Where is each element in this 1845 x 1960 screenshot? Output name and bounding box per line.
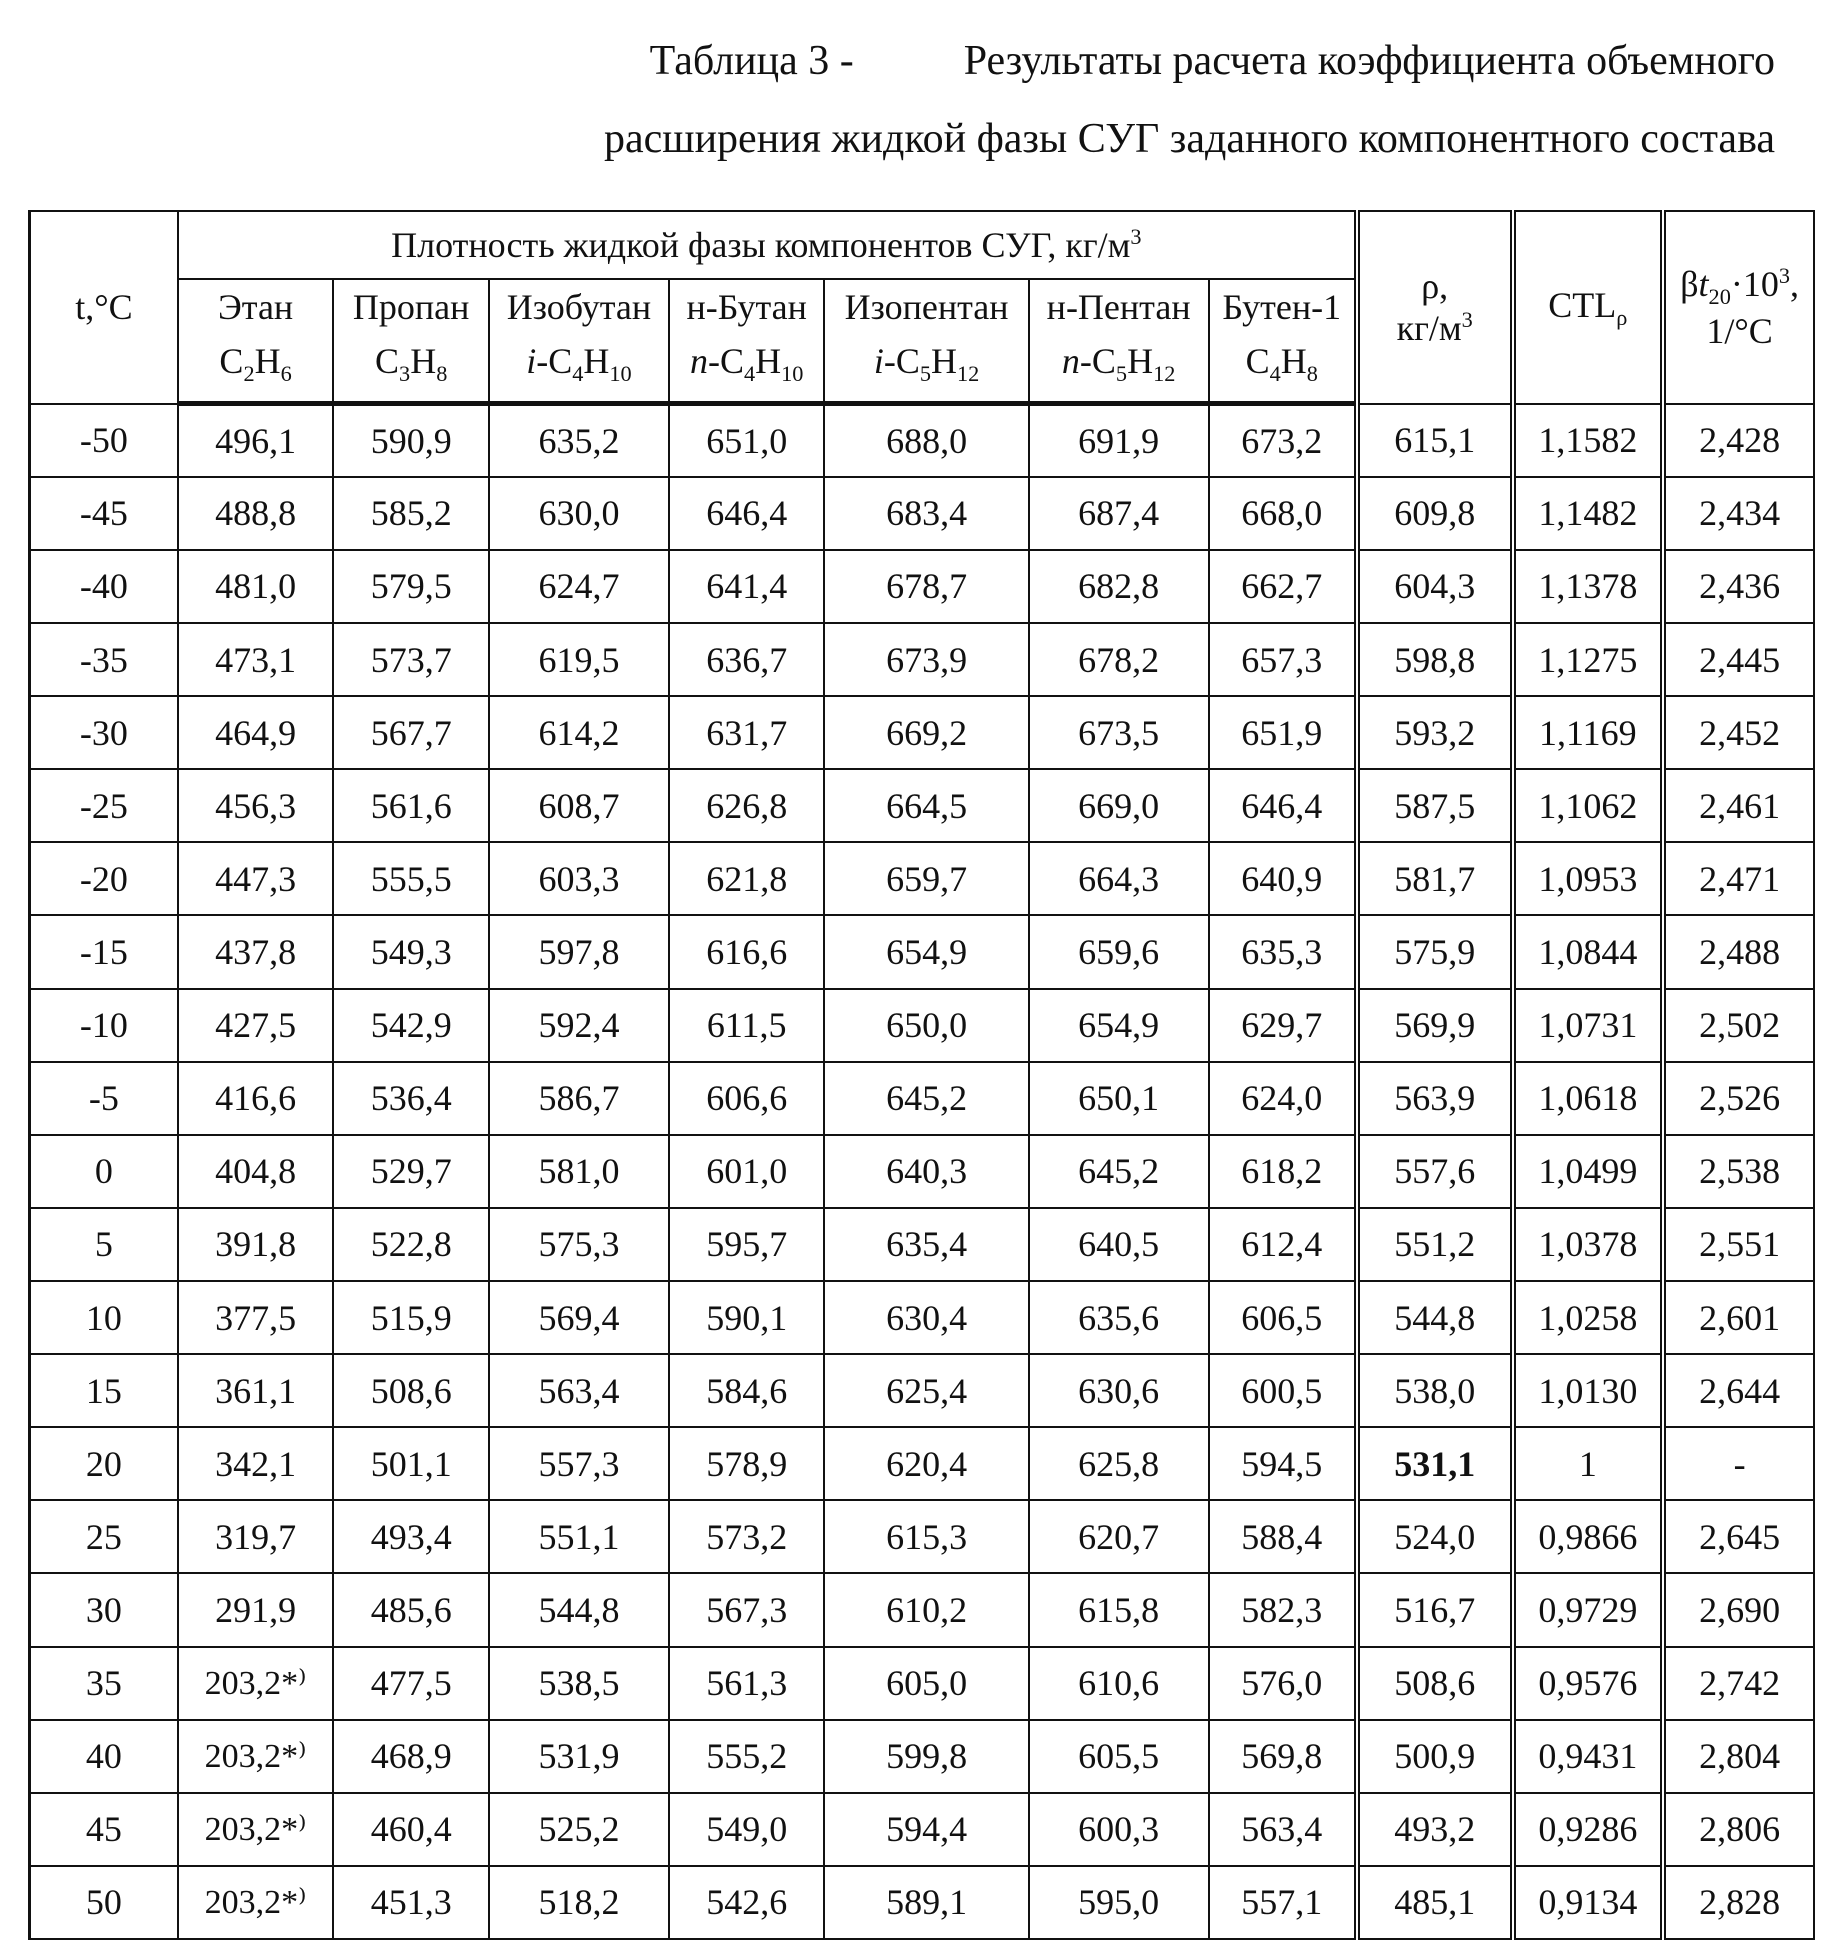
table-cell: 605,5: [1029, 1720, 1209, 1793]
table-cell: 616,6: [669, 915, 825, 988]
table-cell: 203,2*⁾: [178, 1720, 334, 1793]
table-cell: 581,7: [1357, 842, 1513, 915]
table-row: [30, 1793, 1815, 1866]
table-cell: 599,8: [824, 1720, 1028, 1793]
component-name: н-Пентан: [1046, 287, 1191, 327]
component-formula: $n-C_4H_{10}$: [689, 341, 804, 387]
caption-label: Таблица 3 -: [649, 38, 854, 84]
cell-temperature: 15: [30, 1354, 178, 1427]
table-cell: 611,5: [669, 989, 825, 1062]
table-cell: 657,3: [1209, 623, 1357, 696]
table-row: [30, 1720, 1815, 1793]
table-cell: 1,1582: [1513, 404, 1664, 477]
table-cell: 2,538: [1663, 1135, 1814, 1208]
table-cell: 640,9: [1209, 842, 1357, 915]
header-t: t,°C: [30, 211, 178, 404]
table-cell: 518,2: [489, 1866, 669, 1939]
header-component: [1029, 279, 1209, 404]
table-cell: -: [1663, 1427, 1814, 1500]
table-cell: 501,1: [333, 1427, 489, 1500]
table-cell: 342,1: [178, 1427, 334, 1500]
table-cell: 640,5: [1029, 1208, 1209, 1281]
table-cell: 203,2*⁾: [178, 1866, 334, 1939]
table-cell: 646,4: [669, 477, 825, 550]
header-rho: ρ, $кг/м^3$: [1357, 211, 1513, 404]
table-cell: 587,5: [1357, 769, 1513, 842]
header-component: [669, 279, 825, 404]
cell-temperature: -40: [30, 550, 178, 623]
component-formula: $C_4H_8$: [1245, 341, 1318, 387]
table-cell: 673,9: [824, 623, 1028, 696]
table-row: [30, 989, 1815, 1062]
table-cell: 0,9729: [1513, 1573, 1664, 1646]
table-cell: 635,3: [1209, 915, 1357, 988]
results-table: [28, 210, 1815, 1940]
table-cell: 651,0: [669, 404, 825, 477]
table-cell: 544,8: [1357, 1281, 1513, 1354]
table-cell: 464,9: [178, 696, 334, 769]
cell-temperature: -25: [30, 769, 178, 842]
table-cell: 625,8: [1029, 1427, 1209, 1500]
table-row: [30, 1354, 1815, 1427]
table-cell: 496,1: [178, 404, 334, 477]
table-cell: 650,1: [1029, 1062, 1209, 1135]
table-cell: 2,601: [1663, 1281, 1814, 1354]
table-cell: 567,7: [333, 696, 489, 769]
table-cell: 549,3: [333, 915, 489, 988]
table-row: [30, 550, 1815, 623]
table-cell: 629,7: [1209, 989, 1357, 1062]
table-cell: 203,2*⁾: [178, 1793, 334, 1866]
table-body: [30, 404, 1815, 1939]
table-cell: 500,9: [1357, 1720, 1513, 1793]
table-cell: 451,3: [333, 1866, 489, 1939]
table-cell: 614,2: [489, 696, 669, 769]
table-cell: 593,2: [1357, 696, 1513, 769]
table-cell: 536,4: [333, 1062, 489, 1135]
table-cell: 575,3: [489, 1208, 669, 1281]
cell-temperature: 25: [30, 1500, 178, 1573]
component-name: н-Бутан: [686, 287, 807, 327]
table-cell: 659,6: [1029, 915, 1209, 988]
table-cell: 555,2: [669, 1720, 825, 1793]
component-formula: $C_3H_8$: [375, 341, 448, 387]
table-cell: 636,7: [669, 623, 825, 696]
table-cell: 673,2: [1209, 404, 1357, 477]
cell-temperature: 10: [30, 1281, 178, 1354]
table-cell: 569,8: [1209, 1720, 1357, 1793]
table-cell: 604,3: [1357, 550, 1513, 623]
table-row: [30, 1135, 1815, 1208]
table-cell: 678,2: [1029, 623, 1209, 696]
table-cell: 2,804: [1663, 1720, 1814, 1793]
table-caption: [0, 22, 1775, 178]
table-cell: 542,9: [333, 989, 489, 1062]
table-cell: 654,9: [1029, 989, 1209, 1062]
table-cell: 600,5: [1209, 1354, 1357, 1427]
table-cell: 590,9: [333, 404, 489, 477]
table-cell: 0,9576: [1513, 1647, 1664, 1720]
table-cell: 601,0: [669, 1135, 825, 1208]
table-cell: 0,9134: [1513, 1866, 1664, 1939]
table-cell: 595,0: [1029, 1866, 1209, 1939]
table-cell: 1,0378: [1513, 1208, 1664, 1281]
table-cell: 620,4: [824, 1427, 1028, 1500]
table-cell: 584,6: [669, 1354, 825, 1427]
table-cell: 609,8: [1357, 477, 1513, 550]
table-row: [30, 1208, 1815, 1281]
table-cell: 598,8: [1357, 623, 1513, 696]
table-cell: 2,806: [1663, 1793, 1814, 1866]
cell-temperature: 35: [30, 1647, 178, 1720]
table-cell: 687,4: [1029, 477, 1209, 550]
table-cell: 630,0: [489, 477, 669, 550]
table-cell: 1,0130: [1513, 1354, 1664, 1427]
cell-temperature: -30: [30, 696, 178, 769]
header-density-group: Плотность жидкой фазы компонентов СУГ, $кг/м^3$: [178, 211, 1357, 279]
table-cell: 1,1062: [1513, 769, 1664, 842]
table-cell: 485,6: [333, 1573, 489, 1646]
table-cell: 594,5: [1209, 1427, 1357, 1500]
table-row: [30, 1062, 1815, 1135]
table-row: [30, 1281, 1815, 1354]
table-cell: 669,2: [824, 696, 1028, 769]
cell-temperature: -5: [30, 1062, 178, 1135]
table-cell: 508,6: [1357, 1647, 1513, 1720]
table-cell: 624,0: [1209, 1062, 1357, 1135]
table-cell: 618,2: [1209, 1135, 1357, 1208]
table-cell: 635,6: [1029, 1281, 1209, 1354]
table-cell: 1,0953: [1513, 842, 1664, 915]
cell-temperature: 30: [30, 1573, 178, 1646]
cell-temperature: 0: [30, 1135, 178, 1208]
cell-temperature: -50: [30, 404, 178, 477]
table-cell: 2,428: [1663, 404, 1814, 477]
table-cell: 585,2: [333, 477, 489, 550]
table-cell: 645,2: [1029, 1135, 1209, 1208]
table-cell: 610,6: [1029, 1647, 1209, 1720]
table-cell: 531,9: [489, 1720, 669, 1793]
table-row: [30, 842, 1815, 915]
table-cell: 682,8: [1029, 550, 1209, 623]
table-cell: 579,5: [333, 550, 489, 623]
table-cell: 612,4: [1209, 1208, 1357, 1281]
table-cell: 586,7: [489, 1062, 669, 1135]
table-cell: 582,3: [1209, 1573, 1357, 1646]
table-cell: 615,3: [824, 1500, 1028, 1573]
table-cell: 551,2: [1357, 1208, 1513, 1281]
table-cell: 404,8: [178, 1135, 334, 1208]
table-cell: 416,6: [178, 1062, 334, 1135]
table-cell: 569,4: [489, 1281, 669, 1354]
cell-temperature: 20: [30, 1427, 178, 1500]
table-cell: 594,4: [824, 1793, 1028, 1866]
table-cell: 1,1378: [1513, 550, 1664, 623]
table-cell: 620,7: [1029, 1500, 1209, 1573]
table-cell: 606,5: [1209, 1281, 1357, 1354]
table-cell: 1,0844: [1513, 915, 1664, 988]
table-cell: 590,1: [669, 1281, 825, 1354]
table-cell: 581,0: [489, 1135, 669, 1208]
header-component: [333, 279, 489, 404]
component-name: Изобутан: [506, 287, 652, 327]
table-cell: 645,2: [824, 1062, 1028, 1135]
table-cell: 576,0: [1209, 1647, 1357, 1720]
table-cell: 630,6: [1029, 1354, 1209, 1427]
table-cell: 377,5: [178, 1281, 334, 1354]
table-cell: 592,4: [489, 989, 669, 1062]
component-name: Этан: [218, 287, 294, 327]
table-cell: 2,471: [1663, 842, 1814, 915]
table-cell: 573,2: [669, 1500, 825, 1573]
table-cell: 605,0: [824, 1647, 1028, 1720]
table-cell: 525,2: [489, 1793, 669, 1866]
table-cell: 691,9: [1029, 404, 1209, 477]
table-row: [30, 1647, 1815, 1720]
table-cell: 641,4: [669, 550, 825, 623]
table-cell: 606,6: [669, 1062, 825, 1135]
table-cell: 0,9866: [1513, 1500, 1664, 1573]
table-cell: 603,3: [489, 842, 669, 915]
table-cell: 662,7: [1209, 550, 1357, 623]
table-cell: 437,8: [178, 915, 334, 988]
table-cell: 447,3: [178, 842, 334, 915]
table-row: [30, 696, 1815, 769]
table-cell: 468,9: [333, 1720, 489, 1793]
table-cell: 493,2: [1357, 1793, 1513, 1866]
table-cell: 625,4: [824, 1354, 1028, 1427]
table-cell: 542,6: [669, 1866, 825, 1939]
table-cell: 477,5: [333, 1647, 489, 1720]
table-cell: 669,0: [1029, 769, 1209, 842]
table-cell: 2,645: [1663, 1500, 1814, 1573]
table-cell: 2,461: [1663, 769, 1814, 842]
table-cell: 640,3: [824, 1135, 1028, 1208]
table-cell: 635,4: [824, 1208, 1028, 1281]
table-cell: 1,0731: [1513, 989, 1664, 1062]
table-cell: 2,502: [1663, 989, 1814, 1062]
table-cell: 319,7: [178, 1500, 334, 1573]
table-cell: 2,445: [1663, 623, 1814, 696]
table-cell: 493,4: [333, 1500, 489, 1573]
table-cell: 1,1169: [1513, 696, 1664, 769]
table-row: [30, 915, 1815, 988]
table-cell: 651,9: [1209, 696, 1357, 769]
table-cell: 549,0: [669, 1793, 825, 1866]
table-cell: 1,1275: [1513, 623, 1664, 696]
cell-temperature: -45: [30, 477, 178, 550]
table-cell: 588,4: [1209, 1500, 1357, 1573]
table-cell: 610,2: [824, 1573, 1028, 1646]
cell-temperature: -10: [30, 989, 178, 1062]
cell-temperature: 50: [30, 1866, 178, 1939]
table-cell: 575,9: [1357, 915, 1513, 988]
table-cell: 567,3: [669, 1573, 825, 1646]
table-cell: 2,436: [1663, 550, 1814, 623]
table-row: [30, 1500, 1815, 1573]
table-cell: 1,0499: [1513, 1135, 1664, 1208]
cell-temperature: -20: [30, 842, 178, 915]
table-cell: 673,5: [1029, 696, 1209, 769]
table-cell: 563,4: [489, 1354, 669, 1427]
table-cell: 561,6: [333, 769, 489, 842]
table-cell: 391,8: [178, 1208, 334, 1281]
header-component: [824, 279, 1028, 404]
component-formula: $n-C_5H_{12}$: [1061, 341, 1176, 387]
table-cell: 515,9: [333, 1281, 489, 1354]
table-cell: 569,9: [1357, 989, 1513, 1062]
table-cell: 1: [1513, 1427, 1664, 1500]
table-cell: 203,2*⁾: [178, 1647, 334, 1720]
table-cell: 508,6: [333, 1354, 489, 1427]
component-formula: $i-C_4H_{10}$: [526, 341, 632, 387]
cell-temperature: -35: [30, 623, 178, 696]
header-component: [1209, 279, 1357, 404]
table-cell: 557,1: [1209, 1866, 1357, 1939]
header-component: [489, 279, 669, 404]
table-cell: 654,9: [824, 915, 1028, 988]
table-cell: 1,1482: [1513, 477, 1664, 550]
table-cell: 626,8: [669, 769, 825, 842]
table-cell: 2,526: [1663, 1062, 1814, 1135]
table-row: [30, 769, 1815, 842]
table-cell: 615,8: [1029, 1573, 1209, 1646]
header-row-1: [30, 211, 1815, 279]
table-cell: 646,4: [1209, 769, 1357, 842]
table-cell: 650,0: [824, 989, 1028, 1062]
table-cell: 621,8: [669, 842, 825, 915]
component-name: Пропан: [352, 287, 470, 327]
table-cell: 2,434: [1663, 477, 1814, 550]
caption-title-1: Результаты расчета коэффициента объемного: [963, 38, 1775, 84]
table-cell: 563,4: [1209, 1793, 1357, 1866]
cell-temperature: 45: [30, 1793, 178, 1866]
table-cell: 563,9: [1357, 1062, 1513, 1135]
table-row: [30, 623, 1815, 696]
table-cell: 531,1: [1357, 1427, 1513, 1500]
table-row: [30, 477, 1815, 550]
table-cell: 615,1: [1357, 404, 1513, 477]
table-cell: 473,1: [178, 623, 334, 696]
caption-line-2: расширения жидкой фазы СУГ заданного компонентного состава: [603, 116, 1775, 162]
table-cell: 619,5: [489, 623, 669, 696]
table-cell: 630,4: [824, 1281, 1028, 1354]
component-name: Изопентан: [844, 287, 1009, 327]
table-cell: 2,690: [1663, 1573, 1814, 1646]
table-cell: 678,7: [824, 550, 1028, 623]
table-cell: 589,1: [824, 1866, 1028, 1939]
table-cell: 1,0618: [1513, 1062, 1664, 1135]
component-formula: $i-C_5H_{12}$: [873, 341, 980, 387]
table-cell: 624,7: [489, 550, 669, 623]
table-cell: 557,6: [1357, 1135, 1513, 1208]
table-cell: 481,0: [178, 550, 334, 623]
table-cell: 608,7: [489, 769, 669, 842]
table-cell: 529,7: [333, 1135, 489, 1208]
component-name: Бутен-1: [1222, 287, 1342, 327]
table-cell: 427,5: [178, 989, 334, 1062]
table-cell: 2,452: [1663, 696, 1814, 769]
table-cell: 2,551: [1663, 1208, 1814, 1281]
table-row: [30, 1427, 1815, 1500]
table-cell: 664,3: [1029, 842, 1209, 915]
table-cell: 631,7: [669, 696, 825, 769]
table-cell: 544,8: [489, 1573, 669, 1646]
table-cell: 2,488: [1663, 915, 1814, 988]
table-cell: 361,1: [178, 1354, 334, 1427]
table-cell: 555,5: [333, 842, 489, 915]
table-cell: 1,0258: [1513, 1281, 1664, 1354]
header-ctl: $CTL_\rho$: [1513, 211, 1664, 404]
table-cell: 460,4: [333, 1793, 489, 1866]
table-cell: 659,7: [824, 842, 1028, 915]
cell-temperature: 40: [30, 1720, 178, 1793]
table-cell: 600,3: [1029, 1793, 1209, 1866]
table-row: [30, 1573, 1815, 1646]
caption-line-1: [0, 22, 1775, 100]
table-cell: 485,1: [1357, 1866, 1513, 1939]
table-cell: 551,1: [489, 1500, 669, 1573]
table-cell: 456,3: [178, 769, 334, 842]
table-cell: 688,0: [824, 404, 1028, 477]
table-cell: 635,2: [489, 404, 669, 477]
table-cell: 538,0: [1357, 1354, 1513, 1427]
table-cell: 578,9: [669, 1427, 825, 1500]
table-cell: 668,0: [1209, 477, 1357, 550]
table-cell: 561,3: [669, 1647, 825, 1720]
table-cell: 2,828: [1663, 1866, 1814, 1939]
table-row: [30, 1866, 1815, 1939]
table-cell: 0,9431: [1513, 1720, 1664, 1793]
cell-temperature: -15: [30, 915, 178, 988]
table-cell: 0,9286: [1513, 1793, 1664, 1866]
table-cell: 524,0: [1357, 1500, 1513, 1573]
header-beta: $\beta t_{20}\cdot 10^3$, 1/°C: [1663, 211, 1814, 404]
table-cell: 522,8: [333, 1208, 489, 1281]
table-cell: 557,3: [489, 1427, 669, 1500]
component-formula: $C_2H_6$: [219, 341, 292, 387]
table-cell: 2,644: [1663, 1354, 1814, 1427]
table-cell: 597,8: [489, 915, 669, 988]
cell-temperature: 5: [30, 1208, 178, 1281]
table-cell: 488,8: [178, 477, 334, 550]
table-cell: 2,742: [1663, 1647, 1814, 1720]
table-row: [30, 404, 1815, 477]
table-cell: 516,7: [1357, 1573, 1513, 1646]
table-cell: 538,5: [489, 1647, 669, 1720]
header-component: [178, 279, 334, 404]
table-cell: 683,4: [824, 477, 1028, 550]
table-cell: 595,7: [669, 1208, 825, 1281]
table-cell: 291,9: [178, 1573, 334, 1646]
table-cell: 664,5: [824, 769, 1028, 842]
table-cell: 573,7: [333, 623, 489, 696]
